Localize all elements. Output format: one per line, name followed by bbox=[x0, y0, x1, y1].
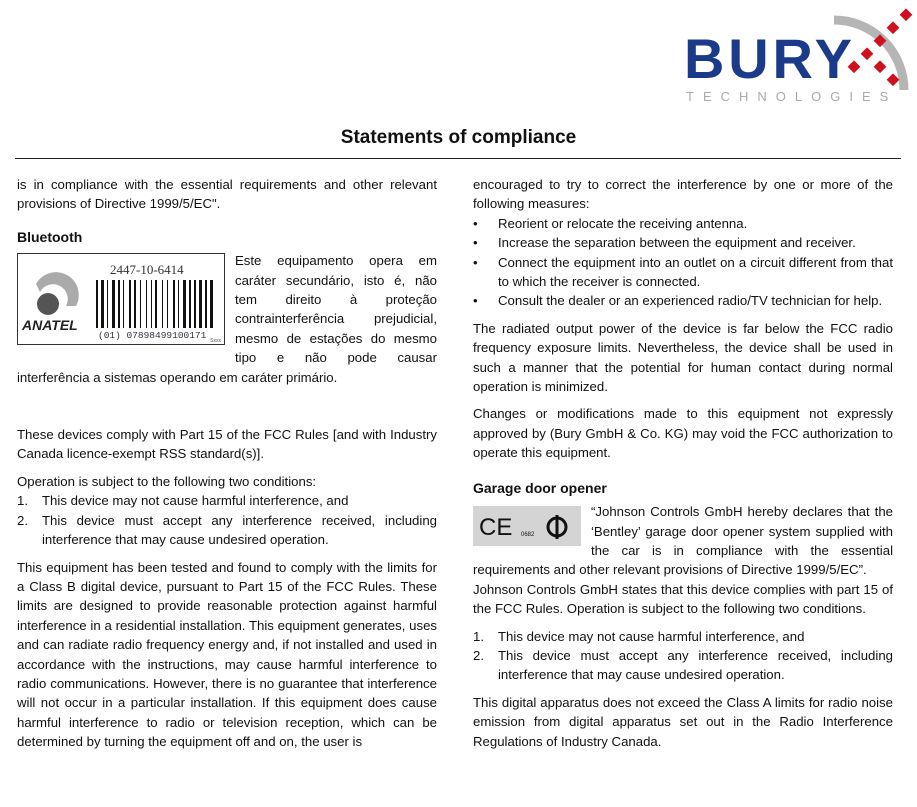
class-b-text: This equipment has been tested and found to comply with the limits for a Class B digital device, pursuant to Part 15 of the FCC Rules. These limits are designed to provide reasonable protection against harmful interference in a residential installation. This equipment generates, uses and can radiate radio frequency energy and, if not installed and used in accordance with the instructions, may cause harmful interference to radio communications. However, there is no guarantee that interference will not occur in a particular installation. If this equipment does cause harmful interference to radio or television reception, which can be determined by turning the equipment off and on, the user is bbox=[17, 559, 437, 750]
barcode-bar bbox=[146, 280, 147, 328]
ce-number: 0682 bbox=[521, 532, 535, 539]
radiated-text: The radiated output power of the device is far below the FCC radio frequency exposure limits. Nevertheless, the device shall be used in such a manner that the potential for human contact during normal operation is minimized. bbox=[473, 320, 893, 395]
anatel-logo-text: ANATEL bbox=[22, 317, 78, 334]
anatel-small-code: Sxxx bbox=[210, 338, 221, 345]
continued-text: encouraged to try to correct the interference by one or more of the following measures: bbox=[473, 177, 893, 212]
conditions-list bbox=[17, 491, 437, 549]
title-divider bbox=[15, 158, 901, 159]
barcode-bar bbox=[140, 280, 141, 328]
barcode-bar bbox=[155, 280, 157, 328]
right-column bbox=[473, 175, 893, 751]
barcode-bar bbox=[183, 280, 186, 328]
list-item: • Reorient or relocate the receiving antenna. bbox=[473, 215, 748, 231]
anatel-text: Este equipamento opera em caráter secundário, isto é, não tem direito à proteção contrainterferência prejudicial, mesmo de estações do mesmo tipo e não pode causar interferência a sistemas operando em caráter primário. bbox=[17, 253, 437, 385]
page-title: Statements of compliance bbox=[340, 127, 577, 148]
barcode-bar bbox=[96, 280, 98, 328]
barcode-bar bbox=[199, 280, 202, 328]
conditions-list-2 bbox=[473, 627, 893, 685]
barcode-bar bbox=[178, 280, 179, 328]
barcode-bar bbox=[101, 280, 104, 328]
changes-text: Changes or modifications made to this equipment not expressly approved by (Bury GmbH & Co. KG) may void the FCC authorization to operate this equipment. bbox=[473, 406, 893, 461]
anatel-label bbox=[17, 253, 225, 345]
ce-mark-text: CE bbox=[479, 514, 513, 542]
barcode-bar bbox=[118, 280, 120, 328]
list-item: • Increase the separation between the equipment and receiver. bbox=[473, 235, 856, 251]
conditions-intro: Operation is subject to the following two conditions: bbox=[17, 473, 317, 489]
johnson-fcc: Johnson Controls GmbH states that this device complies with part 15 of the FCC Rules. Operation is subject to the following two conditions. bbox=[473, 581, 893, 617]
barcode-bar bbox=[189, 280, 191, 328]
barcode-bar bbox=[205, 280, 207, 328]
barcode-bar bbox=[162, 280, 163, 328]
barcode-bar bbox=[123, 280, 124, 328]
barcode-bar bbox=[107, 280, 108, 328]
bluetooth-heading: Bluetooth bbox=[17, 228, 83, 245]
logo-sub: TECHNOLOGIES bbox=[686, 89, 898, 104]
barcode-bar bbox=[173, 280, 175, 328]
intro-text: is in compliance with the essential requirements and other relevant provisions of Directive 1999/5/EC". bbox=[17, 177, 437, 212]
list-item: • Connect the equipment into an outlet on a circuit different from that to which the receiver is connected. bbox=[473, 254, 893, 290]
barcode-bar bbox=[151, 280, 152, 328]
johnson-quote: “Johnson Controls GmbH hereby declares that the ‘Bentley’ garage door opener system supplied with the car is in compliance with the essential requirements and other relevant provisions of Directive 1999/5/EC”. bbox=[473, 504, 893, 578]
barcode-bar bbox=[112, 280, 115, 328]
list-item: 1. This device may not cause harmful interference, and bbox=[17, 493, 349, 509]
bury-logo bbox=[684, 8, 914, 106]
anatel-logo-icon bbox=[18, 254, 224, 344]
list-item: 2. This device must accept any interference received, including interference that may cause undesired operation. bbox=[473, 647, 893, 683]
barcode-digits: (01) 07898499100171 bbox=[98, 330, 207, 342]
fcc-intro: These devices comply with Part 15 of the FCC Rules [and with Industry Canada licence-exempt RSS standard(s)]. bbox=[17, 427, 437, 462]
list-item: • Consult the dealer or an experienced radio/TV technician for help. bbox=[473, 293, 883, 309]
list-item: 1. This device may not cause harmful interference, and bbox=[473, 628, 805, 644]
ce-mark-icon bbox=[473, 506, 581, 546]
canada-text: This digital apparatus does not exceed the Class A limits for radio noise emission from digital apparatus set out in the Radio Interference Regulations of Industry Canada. bbox=[473, 694, 893, 749]
barcode-bar bbox=[167, 280, 168, 328]
logo-brand: BURY bbox=[684, 27, 852, 90]
list-item: 2. This device must accept any interference received, including interference that may cause undesired operation. bbox=[17, 512, 437, 548]
measures-list bbox=[473, 214, 893, 311]
barcode-bar bbox=[134, 280, 136, 328]
ce-mark bbox=[473, 506, 581, 546]
anatel-number: 2447-10-6414 bbox=[110, 262, 184, 278]
barcode-bar bbox=[129, 280, 131, 328]
barcode-bar bbox=[194, 280, 196, 328]
barcode-bar bbox=[210, 280, 213, 328]
left-column bbox=[17, 175, 437, 752]
garage-heading: Garage door opener bbox=[473, 479, 607, 496]
